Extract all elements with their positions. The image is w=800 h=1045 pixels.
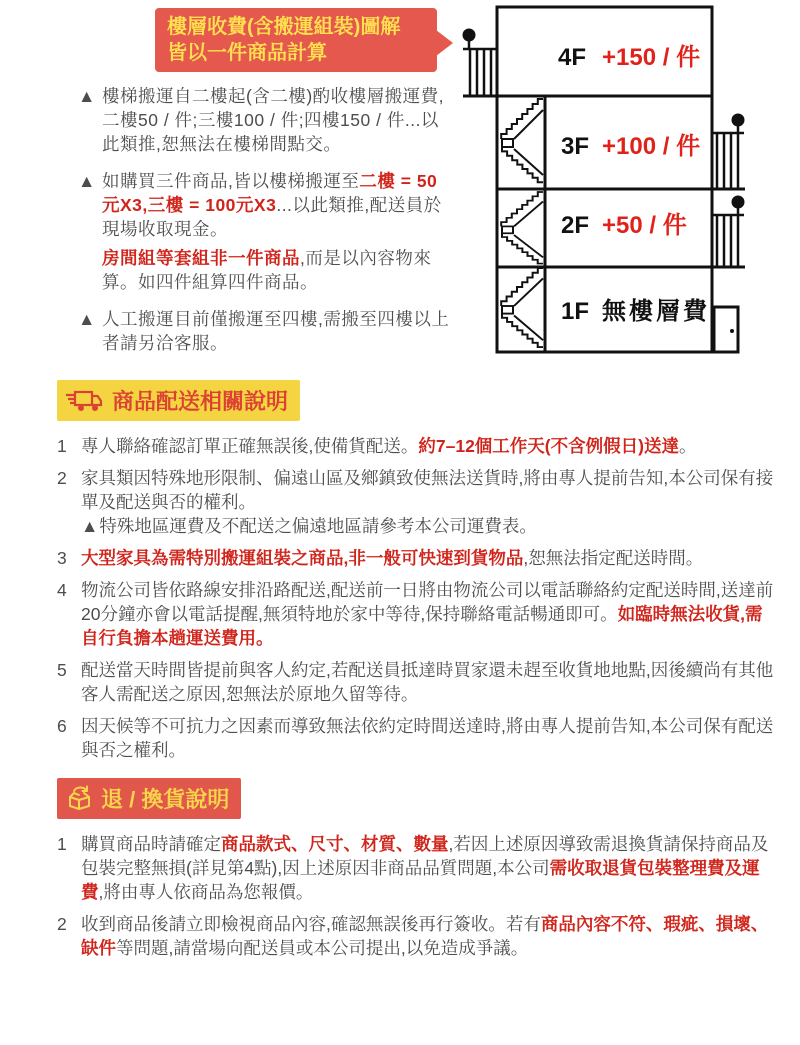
list-item-marker: ▲ bbox=[78, 86, 96, 106]
list-item bbox=[57, 832, 780, 904]
list-item-text: 如購買三件商品,皆以樓梯搬運至二樓 = 50元X3,三樓 = 100元X3...以此類推,配送員於現場收取現金。 bbox=[102, 171, 442, 239]
list-item bbox=[57, 658, 780, 706]
floor-1f-label: 1F bbox=[561, 298, 590, 325]
list-item-marker: 1 bbox=[57, 436, 67, 456]
list-item-text: 樓梯搬運自二樓起(含二樓)酌收樓層搬運費,二樓50 / 件;三樓100 / 件;四樓150 / 件...以此類推,恕無法在樓梯間點交。 bbox=[102, 86, 445, 154]
shipping-section bbox=[57, 380, 780, 762]
floor-2f-fee: +50 / 件 bbox=[602, 212, 687, 239]
door-icon bbox=[714, 307, 738, 352]
railing-right-3f-icon bbox=[712, 114, 745, 190]
list-item-text: ▲特殊地區運費及不配送之偏遠地區請參考本公司運費表。 bbox=[81, 516, 537, 536]
list-item bbox=[57, 434, 780, 458]
list-item-marker: 2 bbox=[57, 468, 67, 488]
return-box-icon bbox=[66, 785, 93, 812]
returns-list bbox=[57, 832, 780, 960]
list-item-text: 大型家具為需特別搬運組裝之商品,非一般可快速到貨物品,恕無法指定配送時間。 bbox=[81, 548, 704, 568]
floor-3f-fee: +100 / 件 bbox=[602, 133, 701, 160]
floor-4f-label: 4F bbox=[558, 44, 587, 71]
speech-bubble-tail-icon bbox=[436, 30, 453, 56]
shipping-list bbox=[57, 434, 780, 762]
list-item bbox=[78, 169, 452, 299]
list-item-marker: 2 bbox=[57, 914, 67, 934]
list-item-marker: ▲ bbox=[78, 171, 96, 191]
floor-fee-bubble bbox=[155, 8, 437, 72]
list-item bbox=[57, 466, 780, 538]
list-item-text: 專人聯絡確認訂單正確無誤後,使備貨配送。約7–12個工作天(不含例假日)送達。 bbox=[81, 436, 697, 456]
list-item-marker: 3 bbox=[57, 548, 67, 568]
building-floor-diagram bbox=[455, 2, 747, 354]
floor-3f-label: 3F bbox=[561, 133, 590, 160]
stair-fee-notes bbox=[78, 84, 452, 368]
shipping-header-label: 商品配送相關說明 bbox=[112, 389, 289, 414]
list-item-marker: 4 bbox=[57, 580, 67, 600]
shipping-header bbox=[57, 380, 300, 421]
floor-2f-label: 2F bbox=[561, 212, 590, 239]
truck-icon bbox=[66, 389, 104, 413]
list-item-text: 人工搬運目前僅搬運至四樓,需搬至四樓以上者請另洽客服。 bbox=[102, 309, 450, 353]
list-item bbox=[78, 307, 452, 360]
railing-right-2f-icon bbox=[712, 196, 745, 268]
list-item bbox=[78, 84, 452, 161]
floor-4f-fee: +150 / 件 bbox=[602, 44, 701, 71]
list-item-text: 因天候等不可抗力之因素而導致無法依約定時間送達時,將由專人提前告知,本公司保有配送與否之權利。 bbox=[81, 716, 774, 760]
floor-fee-section bbox=[0, 0, 800, 380]
list-item-marker: 1 bbox=[57, 834, 67, 854]
list-item bbox=[57, 578, 780, 650]
list-item-text: 物流公司皆依路線安排沿路配送,配送前一日將由物流公司以電話聯絡約定配送時間,送達前20分鐘亦會以電話提醒,無須特地於家中等待,保持聯絡電話暢通即可。如臨時無法收貨,需自行負擔本趟運送費用。 bbox=[81, 580, 774, 648]
list-item-text: 購買商品時請確定商品款式、尺寸、材質、數量,若因上述原因導致需退換貨請保持商品及包裝完整無損(詳見第4點),因上述原因非商品品質問題,本公司需收取退貨包裝整理費及運費,將由專人依商品為您報價。 bbox=[81, 834, 769, 902]
returns-header bbox=[57, 778, 241, 819]
list-item-text: 收到商品後請立即檢視商品內容,確認無誤後再行簽收。若有商品內容不符、瑕疵、損壞、缺件等問題,請當場向配送員或本公司提出,以免造成爭議。 bbox=[81, 914, 769, 958]
bubble-title-line1: 樓層收費(含搬運組裝)圖解 bbox=[167, 16, 401, 38]
list-item bbox=[57, 546, 780, 570]
railing-left-icon bbox=[463, 29, 498, 97]
floor-1f-fee: 無樓層費 bbox=[602, 298, 710, 325]
list-item bbox=[57, 714, 780, 762]
returns-section bbox=[57, 778, 780, 960]
list-item-marker: 5 bbox=[57, 660, 67, 680]
bubble-title-line2: 皆以一件商品計算 bbox=[167, 42, 327, 64]
list-item-text: 房間組等套組非一件商品,而是以內容物來算。如四件組算四件商品。 bbox=[102, 248, 432, 292]
list-item-marker: ▲ bbox=[78, 309, 96, 329]
returns-header-label: 退 / 換貨說明 bbox=[101, 787, 230, 812]
list-item bbox=[57, 912, 780, 960]
list-item-text: 家具類因特殊地形限制、偏遠山區及鄉鎮致使無法送貨時,將由專人提前告知,本公司保有接單及配送與否的權利。 bbox=[81, 468, 774, 512]
list-item-marker: 6 bbox=[57, 716, 67, 736]
list-item-text: 配送當天時間皆提前與客人約定,若配送員抵達時買家還未趕至收貨地地點,因後續尚有其他客人需配送之原因,恕無法於原地久留等待。 bbox=[81, 660, 774, 704]
